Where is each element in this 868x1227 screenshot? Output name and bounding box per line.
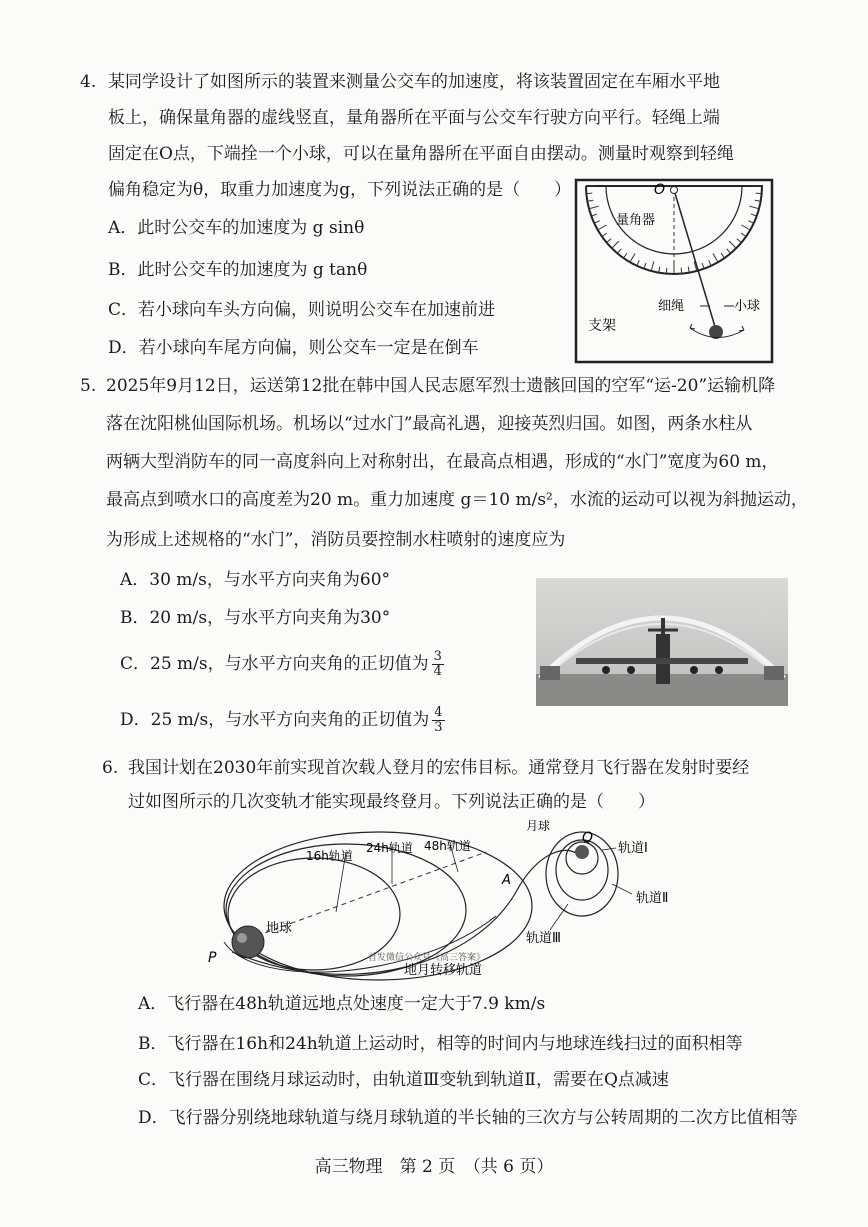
protractor-tick xyxy=(721,253,724,258)
q6-option-d: D．飞行器分别绕地球轨道与绕月球轨道的半长轴的三次方与公转周期的二次方比值相等 xyxy=(138,1108,798,1128)
protractor-tick xyxy=(630,254,635,263)
protractor-tick xyxy=(607,239,612,243)
protractor-tick xyxy=(737,239,742,243)
q4-stem-line: 固定在O点，下端拴一个小球，可以在量角器所在平面自由摆动。测量时观察到轻绳 xyxy=(108,144,734,164)
protractor-tick xyxy=(756,193,762,194)
protractor-tick xyxy=(594,221,599,224)
protractor-tick xyxy=(602,233,607,236)
q4-figure-label-protractor: 量角器 xyxy=(616,213,656,228)
protractor-tick xyxy=(659,267,660,273)
protractor-tick xyxy=(586,193,592,194)
protractor-tick xyxy=(727,249,731,254)
protractor-tick xyxy=(729,241,736,248)
q6-option-b: B．飞行器在16h和24h轨道上运动时，相等的时间内与地球连线扫过的面积相等 xyxy=(138,1034,743,1054)
q4-stem-line: 偏角稳定为θ，取重力加速度为g，下列说法正确的是（ ） xyxy=(108,180,572,200)
q6-number: 6. xyxy=(102,758,119,778)
fraction-4-3: $\frac{4}{3}$ xyxy=(434,705,443,735)
protractor-tick xyxy=(751,214,757,216)
q4-figure-label-ball: 小球 xyxy=(734,299,761,314)
q5-stem-line: 为形成上述规格的“水门”，消防员要控制水柱喷射的速度应为 xyxy=(106,530,566,550)
q5-option-d: D．25 m/s，与水平方向夹角的正切值为 $\frac{4}{3}$ xyxy=(120,705,443,735)
protractor-tick xyxy=(702,263,704,269)
q4-option-c: C．若小球向车头方向偏，则说明公交车在加速前进 xyxy=(108,300,496,320)
q6-label-earth: 地球 xyxy=(266,921,293,936)
q4-figure-label-stand: 支架 xyxy=(588,318,616,334)
q4-figure-label-o: O xyxy=(654,182,666,198)
q4-number: 4. xyxy=(80,72,97,92)
q6-label-48h: 48h轨道 xyxy=(424,839,471,853)
q6-option-a: A．飞行器在48h轨道远地点处速度一定大于7.9 km/s xyxy=(138,994,546,1014)
q6-label-p: P xyxy=(208,950,217,966)
protractor-tick xyxy=(709,260,712,265)
q6-orbit-figure xyxy=(196,812,716,988)
q5-stem-line: 两辆大型消防车的同一高度斜向上对称射出，在最高点相遇，形成的“水门”宽度为60 m， xyxy=(106,452,779,472)
protractor-tick xyxy=(713,254,718,263)
q4-option-d: D．若小球向车尾方向偏，则公交车一定是在倒车 xyxy=(108,338,479,358)
protractor-tick xyxy=(749,206,759,209)
q5-stem-line: 2025年9月12日，运送第12批在韩中国人民志愿军烈士遗骸回国的空军“运-20”运输机降 xyxy=(106,376,776,396)
q6-label-orbit-3: 轨道Ⅲ xyxy=(526,931,561,946)
q6-stem-line: 我国计划在2030年前实现首次载人登月的宏伟目标。通常登月飞行器在发射时要经 xyxy=(128,758,750,778)
q6-option-c: C．飞行器在围绕月球运动时，由轨道Ⅲ变轨到轨道Ⅱ，需要在Q点减速 xyxy=(138,1070,669,1090)
protractor-tick xyxy=(589,206,599,209)
q5-stem-line: 最高点到喷水口的高度差为20 m。重力加速度 g＝10 m/s²，水流的运动可以视为斜抛运动， xyxy=(106,490,808,510)
q5-water-gate-photo xyxy=(536,578,788,710)
q6-watermark: 首发微信公众号《高三答案》 xyxy=(368,953,486,963)
protractor-tick xyxy=(681,268,682,274)
protractor-tick xyxy=(755,200,761,201)
q6-label-q: Q xyxy=(582,830,594,846)
q6-label-moon: 月球 xyxy=(526,819,551,833)
protractor-tick xyxy=(637,260,640,265)
protractor-tick xyxy=(741,233,746,236)
protractor-tick xyxy=(742,225,751,230)
q4-option-b: B．此时公交车的加速度为 g tanθ xyxy=(108,260,368,280)
q5-option-b: B．20 m/s，与水平方向夹角为30° xyxy=(120,608,391,628)
q5-number: 5. xyxy=(80,376,97,396)
q6-label-orbit-2: 轨道Ⅱ xyxy=(636,891,669,906)
q4-option-a: A．此时公交车的加速度为 g sinθ xyxy=(108,218,365,238)
q6-label-a: A xyxy=(502,873,511,888)
protractor-tick xyxy=(617,249,621,254)
q6-label-24h: 24h轨道 xyxy=(366,841,413,855)
protractor-tick xyxy=(666,268,667,274)
protractor-tick xyxy=(587,200,593,201)
protractor-tick xyxy=(598,225,607,230)
protractor-tick xyxy=(644,263,646,269)
q4-figure xyxy=(574,178,776,370)
q6-label-16h: 16h轨道 xyxy=(306,849,353,863)
protractor-tick xyxy=(591,214,597,216)
q5-stem-line: 落在沈阳桃仙国际机场。机场以“过水门”最高礼遇，迎接英烈归国。如图，两条水柱从 xyxy=(106,414,753,434)
q4-stem-line: 板上，确保量角器的虚线竖直，量角器所在平面与公交车行驶方向平行。轻绳上端 xyxy=(108,108,720,128)
q4-stem-line: 某同学设计了如图所示的装置来测量公交车的加速度，将该装置固定在车厢水平地 xyxy=(108,72,720,92)
q4-figure-label-rope: 细绳 xyxy=(658,299,685,314)
q6-stem-line: 过如图所示的几次变轨才能实现最终登月。下列说法正确的是（ ） xyxy=(128,792,655,812)
protractor-tick xyxy=(624,253,627,258)
fraction-3-4: $\frac{3}{4}$ xyxy=(433,649,442,679)
q5-option-c: C．25 m/s，与水平方向夹角的正切值为 $\frac{3}{4}$ xyxy=(120,649,442,679)
protractor-tick xyxy=(748,221,753,224)
q5-option-a: A．30 m/s，与水平方向夹角为60° xyxy=(120,570,391,590)
q6-label-transfer: 地月转移轨道 xyxy=(404,963,483,978)
q6-label-orbit-1: 轨道Ⅰ xyxy=(618,841,648,856)
protractor-tick xyxy=(651,261,654,271)
protractor-tick xyxy=(612,241,619,248)
protractor-tick xyxy=(688,267,689,273)
page-footer: 高三物理 第 2 页 （共 6 页） xyxy=(314,1157,554,1177)
